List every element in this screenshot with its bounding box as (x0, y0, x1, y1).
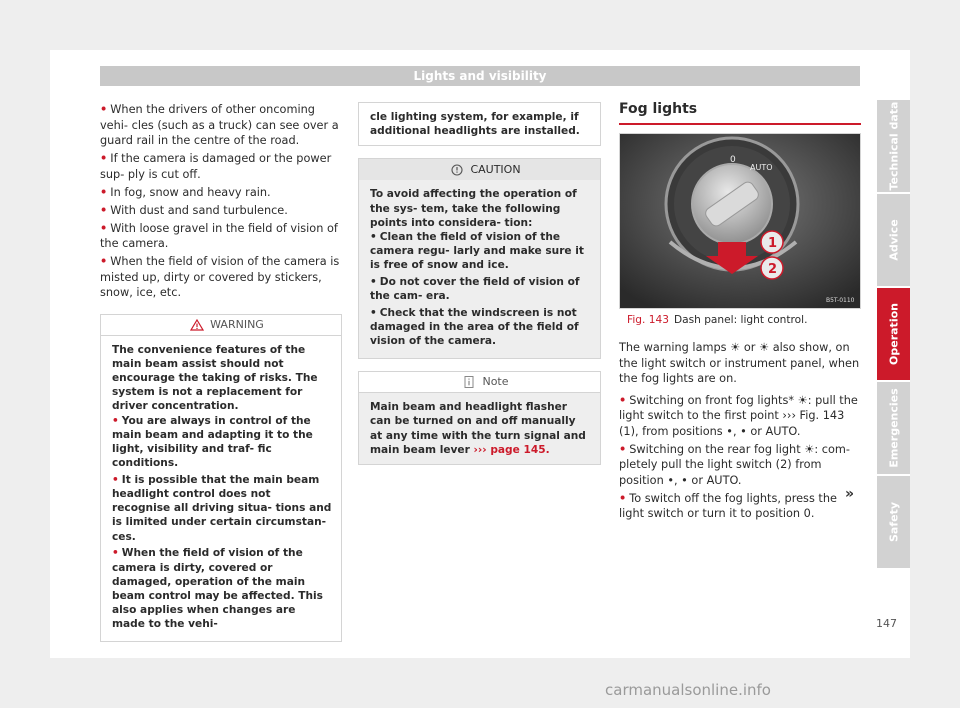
continue-mark: » (845, 486, 855, 502)
side-tabs (877, 100, 910, 570)
note-title: Note (482, 375, 509, 389)
list-item: • Check that the windscreen is not damaged in the area of the field of vision of the camera. (370, 307, 579, 348)
caution-intro: To avoid affecting the operation of the sys- tem, take the following points into considera- tion: (370, 188, 577, 229)
tab-advice[interactable]: Advice (877, 194, 910, 286)
column-1 (100, 102, 342, 642)
page-number: 147 (876, 617, 897, 630)
list-item: • Clean the field of vision of the camera regu- larly and make sure it is free of snow and ice. (370, 231, 584, 272)
list-item: • It is possible that the main beam headlight control does not recognise all driving situa- tions and is limited under certain circumstan- ces. (112, 473, 332, 543)
figure-number: Fig. 143 (627, 313, 669, 326)
tab-emergencies[interactable]: Emergencies (877, 382, 910, 474)
list-item: • Do not cover the field of vision of the cam- era. (370, 276, 580, 303)
info-icon (462, 376, 476, 388)
caution-title: CAUTION (470, 163, 521, 177)
warning-icon (190, 319, 204, 331)
caution-box (358, 158, 601, 359)
list-item: • With dust and sand turbulence. (100, 203, 288, 217)
tab-safety[interactable]: Safety (877, 476, 910, 568)
caution-icon (450, 164, 464, 176)
figure-code: B5T-0110 (826, 296, 855, 304)
switch-auto-label: AUTO (750, 162, 773, 172)
list-item: • When the drivers of other oncoming vehi- cles (such as a truck) can see over a guard rail in the centre of the road. (100, 103, 339, 147)
section-title: Fog lights (619, 100, 861, 125)
light-switch-image (620, 134, 860, 308)
watermark: carmanualsonline.info (605, 681, 771, 699)
note-text: Main beam and headlight flasher can be turned on and off manually at any time with the turn signal and main beam lever (370, 401, 586, 456)
page-header: Lights and visibility (100, 66, 860, 86)
list-item: • Switching on front fog lights* ☀: pull the light switch to the first point ››› Fig. 143 (1), from positions •, • or AUTO. (619, 393, 858, 438)
tab-operation[interactable]: Operation (877, 288, 910, 380)
list-item: • To switch off the fog lights, press the light switch or turn it to position 0. (619, 491, 837, 520)
list-item: • If the camera is damaged or the power sup- ply is cut off. (100, 152, 332, 181)
light-switch-figure (619, 133, 861, 309)
note-box (358, 371, 601, 465)
list-item: • When the field of vision of the camera is misted up, dirty or covered by stickers, snow, ice, etc. (100, 255, 340, 299)
tab-technical-data[interactable]: Technical data (877, 100, 910, 192)
list-item: • Switching on the rear fog light ☀: com- pletely pull the light switch (2) from position •, • or AUTO. (619, 442, 850, 487)
switch-zero-label: 0 (730, 154, 736, 165)
list-item: • In fog, snow and heavy rain. (100, 185, 271, 199)
warning-box (100, 314, 342, 643)
figure-caption: Fig. 143 Dash panel: light control. (627, 313, 808, 326)
svg-text:1: 1 (768, 235, 778, 251)
paragraph: The warning lamps ☀ or ☀ also show, on the light switch or instrument panel, when the fog lights are on. (619, 341, 860, 385)
warning-intro: The convenience features of the main beam assist should not encourage the taking of risks. The system is not a replacement for driver concentration. (112, 343, 318, 413)
column-2 (358, 102, 601, 465)
page-link[interactable]: ››› page 145. (473, 443, 550, 456)
list-item: • You are always in control of the main beam and adapting it to the light, visibility and traf- fic conditions. (112, 414, 313, 470)
warning-continuation: cle lighting system, for example, if additional headlights are installed. (358, 102, 601, 146)
warning-title: WARNING (210, 317, 264, 331)
svg-text:2: 2 (768, 261, 778, 277)
list-item: • When the field of vision of the camera is dirty, covered or damaged, operation of the main beam control may be affected. This also applies when changes are made to the vehi- (112, 547, 323, 631)
list-item: • With loose gravel in the field of vision of the camera. (100, 221, 338, 250)
column-3 (619, 100, 861, 524)
